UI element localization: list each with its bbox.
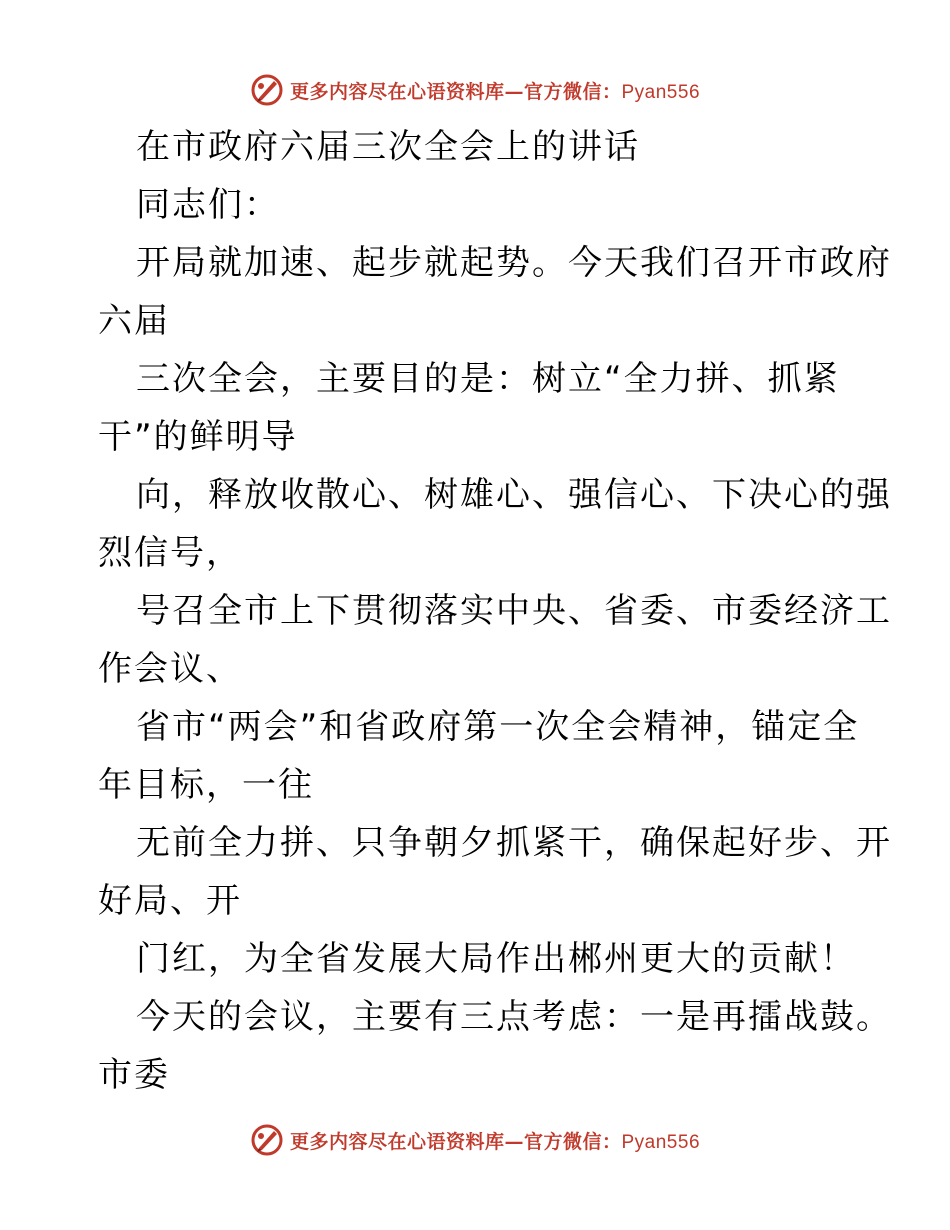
- header-banner: [0, 70, 950, 110]
- header-banner-content: [250, 73, 700, 107]
- text-line: 六届: [98, 301, 170, 341]
- text-line: 门红，为全省发展大局作出郴州更大的贡献！: [136, 939, 856, 979]
- text-line: 无前全力拼、只争朝夕抓紧干，确保起好步、开: [136, 823, 892, 863]
- footer-banner-wechat-id: Pyan556: [621, 1131, 701, 1153]
- text-line: 烈信号，: [98, 533, 242, 573]
- quill-pen-logo-icon: [250, 1123, 284, 1157]
- text-line: 开局就加速、起步就起势。今天我们召开市政府: [136, 243, 892, 283]
- footer-banner-content: [250, 1123, 700, 1157]
- header-banner-wechat-id: Pyan556: [621, 81, 701, 103]
- text-line: 好局、开: [98, 881, 242, 921]
- header-banner-main: 更多内容尽在心语资料库—官方微信：: [289, 80, 622, 103]
- text-line: 作会议、: [98, 649, 242, 689]
- salutation: 同志们：: [136, 185, 280, 225]
- footer-banner-main: 更多内容尽在心语资料库—官方微信：: [289, 1130, 622, 1153]
- text-line: 省市“两会”和省政府第一次全会精神，锚定全: [136, 707, 860, 747]
- footer-banner: [0, 1120, 950, 1160]
- text-line: 向，释放收散心、树雄心、强信心、下决心的强: [136, 475, 892, 515]
- quill-pen-logo-icon: [250, 73, 284, 107]
- text-line: 号召全市上下贯彻落实中央、省委、市委经济工: [136, 591, 892, 631]
- text-line: 年目标，一往: [98, 765, 314, 805]
- text-line: 今天的会议，主要有三点考虑：一是再擂战鼓。: [136, 997, 892, 1037]
- text-line: 干”的鲜明导: [98, 417, 298, 457]
- text-line: 市委: [98, 1055, 170, 1095]
- footer-banner-text: [290, 1127, 700, 1154]
- header-banner-text: [290, 77, 700, 104]
- document-title: 在市政府六届三次全会上的讲话: [136, 127, 640, 167]
- text-line: 三次全会，主要目的是：树立“全力拼、抓紧: [136, 359, 840, 399]
- document-body: [98, 118, 892, 1104]
